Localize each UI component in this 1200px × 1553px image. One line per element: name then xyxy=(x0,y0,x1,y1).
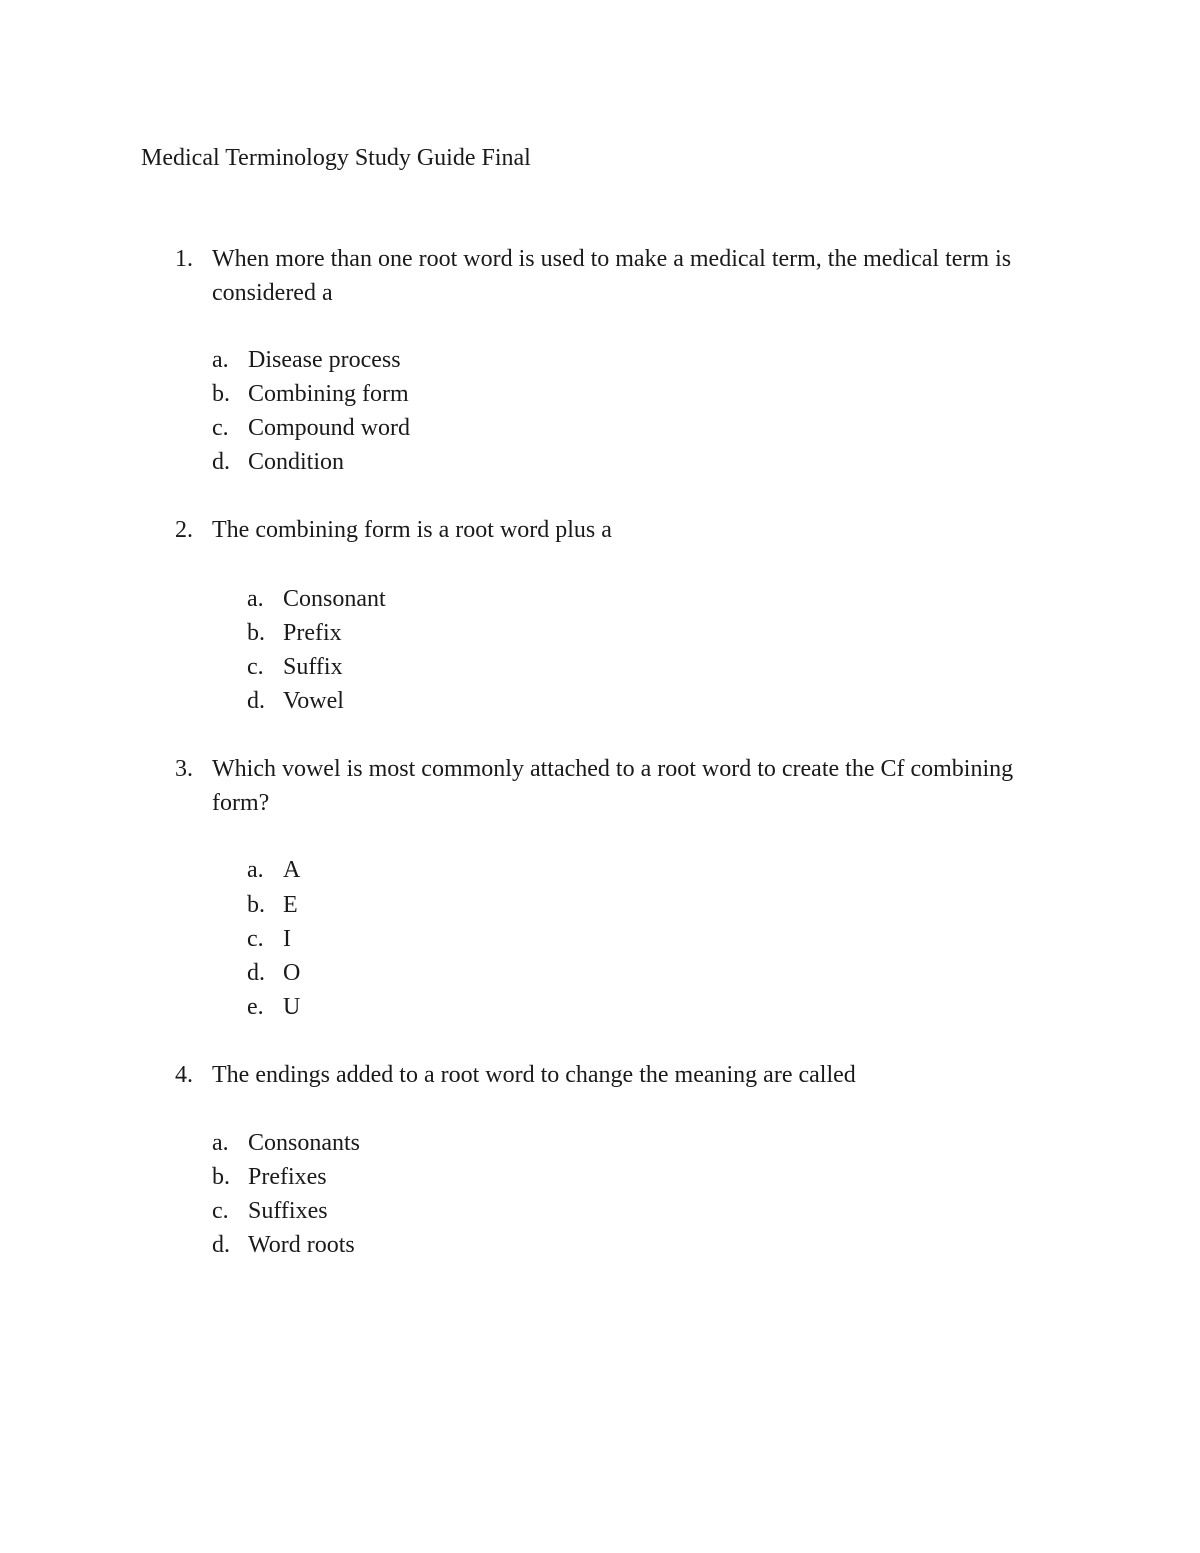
question-text: The endings added to a root word to change the meaning are called xyxy=(212,1062,856,1088)
option-text: A xyxy=(283,857,301,883)
option-letter: d. xyxy=(247,688,265,714)
option-text: Prefix xyxy=(283,620,342,646)
option-text: Consonants xyxy=(248,1130,361,1156)
option-text: Disease process xyxy=(248,347,401,373)
option-text: E xyxy=(283,892,298,918)
option-text: I xyxy=(283,926,291,952)
option-letter: c. xyxy=(212,415,229,441)
question-number: 4. xyxy=(175,1062,193,1088)
option-letter: a. xyxy=(212,1130,229,1156)
option-letter: a. xyxy=(247,857,264,883)
question-number: 3. xyxy=(175,756,193,782)
option-text: Suffix xyxy=(283,654,343,680)
option-letter: c. xyxy=(212,1198,229,1224)
question-text: When more than one root word is used to make a medical term, the medical term is considered a xyxy=(212,246,1012,306)
option-text: U xyxy=(283,994,301,1020)
option-letter: b. xyxy=(247,892,265,918)
option-letter: a. xyxy=(212,347,229,373)
option-text: Vowel xyxy=(283,688,344,714)
question-number: 1. xyxy=(175,246,193,272)
option-letter: b. xyxy=(247,620,265,646)
option-text: Compound word xyxy=(248,415,410,441)
option-text: O xyxy=(283,960,301,986)
option-letter: d. xyxy=(247,960,265,986)
option-letter: c. xyxy=(247,926,264,952)
document-title: Medical Terminology Study Guide Final xyxy=(141,145,531,171)
option-text: Suffixes xyxy=(248,1198,328,1224)
option-letter: e. xyxy=(247,994,264,1020)
option-text: Prefixes xyxy=(248,1164,327,1190)
option-letter: b. xyxy=(212,381,230,407)
question-number: 2. xyxy=(175,517,193,543)
question-text: Which vowel is most commonly attached to a root word to create the Cf combining form? xyxy=(212,756,1014,816)
option-text: Consonant xyxy=(283,586,386,612)
option-letter: d. xyxy=(212,1232,230,1258)
option-letter: d. xyxy=(212,449,230,475)
option-text: Condition xyxy=(248,449,345,475)
option-letter: a. xyxy=(247,586,264,612)
option-text: Word roots xyxy=(248,1232,355,1258)
option-letter: c. xyxy=(247,654,264,680)
option-letter: b. xyxy=(212,1164,230,1190)
option-text: Combining form xyxy=(248,381,409,407)
question-text: The combining form is a root word plus a xyxy=(212,517,612,543)
